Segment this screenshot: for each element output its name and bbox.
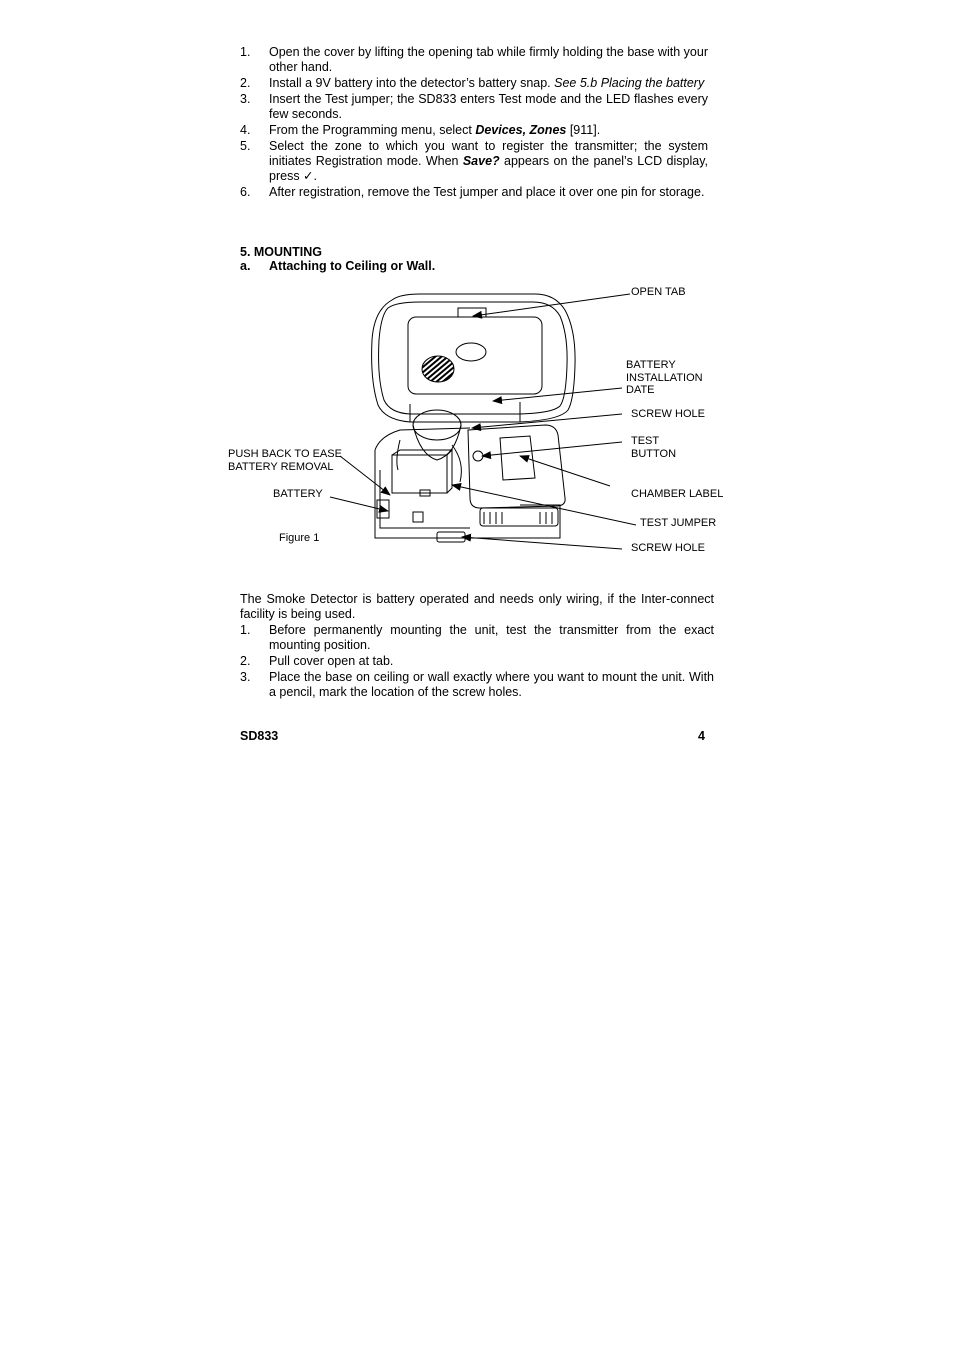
list-item: 5. Select the zone to which you want to register the transmitter; the system initiates Registration mode. When Save? appears on the panel’s LCD display, press ✓. xyxy=(240,139,708,183)
label-screw-hole-top: SCREW HOLE xyxy=(631,408,705,420)
label-battery-installation-date: BATTERY INSTALLATION DATE xyxy=(626,359,703,396)
list-item: 3. Place the base on ceiling or wall exactly where you want to mount the unit. With a pencil, mark the location of the screw holes. xyxy=(240,670,714,699)
cover-inner-panel xyxy=(408,317,542,394)
list-item: 2. Pull cover open at tab. xyxy=(240,654,394,668)
subsection-title: Attaching to Ceiling or Wall. xyxy=(269,259,436,273)
label-open-tab: OPEN TAB xyxy=(631,286,686,298)
test-button-arrow xyxy=(482,442,622,456)
list-item: 1. Open the cover by lifting the opening tab while firmly holding the base with your other hand. xyxy=(240,45,708,74)
test-button-shape xyxy=(473,451,483,461)
label-test-button: TEST BUTTON xyxy=(631,435,677,460)
footer-model: SD833 xyxy=(240,729,279,743)
battery-arrow xyxy=(330,497,388,511)
screw-hole-bottom-arrow xyxy=(462,537,622,549)
list-item: 3. Insert the Test jumper; the SD833 enters Test mode and the LED flashes every few seconds. xyxy=(240,92,708,121)
list-item: 2. Install a 9V battery into the detector’s battery snap. See 5.b Placing the battery xyxy=(240,76,705,90)
mounting-steps-list xyxy=(240,623,714,701)
section-title: 5. MOUNTING xyxy=(240,245,322,259)
label-screw-hole-bottom: SCREW HOLE xyxy=(631,542,705,554)
open-tab-shape xyxy=(458,308,486,317)
label-test-jumper: TEST JUMPER xyxy=(640,517,717,529)
figure-caption: Figure 1 xyxy=(279,532,320,544)
chamber-label-arrow xyxy=(520,456,610,486)
base-outline xyxy=(375,450,560,538)
subsection-number: a. xyxy=(240,259,251,273)
list-item: 1. Before permanently mounting the unit, test the transmitter from the exact mounting position. xyxy=(240,623,714,652)
led-window xyxy=(456,343,486,361)
label-battery: BATTERY xyxy=(273,488,323,500)
label-push-back: PUSH BACK TO EASE BATTERY REMOVAL xyxy=(228,448,342,473)
list-item: 4. From the Programming menu, select Devices, Zones [911]. xyxy=(240,123,601,137)
battery-shape xyxy=(392,455,447,493)
cover-outline xyxy=(372,294,575,422)
intro-paragraph: The Smoke Detector is battery operated and needs only wiring, if the Inter-connect facility is being used. xyxy=(240,592,714,621)
list-item: 6. After registration, remove the Test jumper and place it over one pin for storage. xyxy=(240,185,705,199)
screw-hole-top-arrow xyxy=(472,414,622,428)
push-back-arrow xyxy=(340,456,390,495)
speaker-grille xyxy=(422,356,454,382)
footer-page-number: 4 xyxy=(698,729,705,743)
label-chamber: CHAMBER LABEL xyxy=(631,488,724,500)
